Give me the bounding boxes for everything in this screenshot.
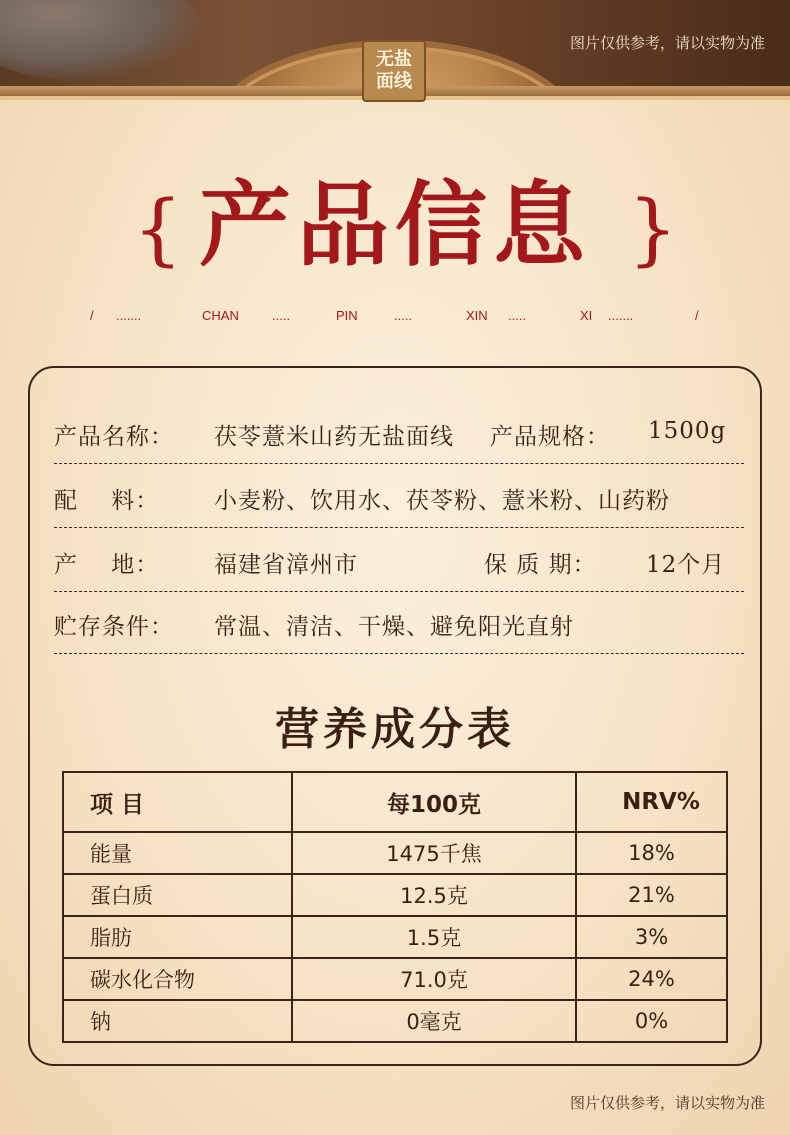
nutrient-nrv: 21% — [576, 874, 727, 916]
pinyin-part: / — [90, 308, 94, 323]
table-row — [63, 874, 727, 916]
badge-line2: 面线 — [376, 71, 412, 92]
right-brace: } — [628, 185, 678, 275]
ingredients-value: 小麦粉、饮用水、茯苓粉、薏米粉、山药粉 — [214, 488, 670, 514]
pinyin-part: PIN — [336, 308, 358, 323]
nutrition-table — [62, 771, 728, 1043]
pinyin-part: ....... — [608, 308, 634, 323]
pinyin-part: ..... — [272, 308, 291, 323]
name-label: 产品名称： — [54, 424, 174, 450]
nutrient-amount: 0毫克 — [292, 1000, 576, 1042]
top-disclaimer: 图片仅供参考，请以实物为准 — [569, 34, 765, 52]
spec-value: 1500g — [648, 418, 727, 444]
pinyin-part: CHAN — [202, 308, 239, 323]
spec-label: 产品规格： — [490, 424, 610, 450]
origin-label: 产 地： — [54, 552, 160, 578]
nutrient-name: 蛋白质 — [63, 874, 292, 916]
nutrient-nrv: 0% — [576, 1000, 727, 1042]
nutrient-amount: 1475千焦 — [292, 832, 576, 874]
table-row — [63, 1000, 727, 1042]
pinyin-part: XIN — [466, 308, 488, 323]
table-header-row — [63, 772, 727, 832]
pinyin-part: ..... — [394, 308, 413, 323]
origin-value: 福建省漳州市 — [214, 552, 358, 578]
left-brace: { — [133, 185, 183, 275]
ingredients-label: 配 料： — [54, 488, 160, 514]
header-per-100g: 每100克 — [292, 772, 576, 832]
nutrient-name: 钠 — [63, 1000, 292, 1042]
info-row-ingredients — [54, 464, 744, 528]
table-row — [63, 832, 727, 874]
cloth-decoration — [0, 0, 200, 80]
info-row-name — [54, 400, 744, 464]
storage-label: 贮存条件： — [54, 614, 174, 640]
bottom-disclaimer: 图片仅供参考，请以实物为准 — [569, 1094, 765, 1112]
name-value: 茯苓薏米山药无盐面线 — [214, 424, 454, 450]
nutrient-amount: 1.5克 — [292, 916, 576, 958]
info-row-origin — [54, 528, 744, 592]
nutrient-amount: 12.5克 — [292, 874, 576, 916]
table-row — [63, 916, 727, 958]
info-row-storage — [54, 590, 744, 654]
pinyin-part: XI — [580, 308, 593, 323]
nutrient-name: 脂肪 — [63, 916, 292, 958]
nutrient-nrv: 24% — [576, 958, 727, 1000]
nutrition-title: 营养成分表 — [275, 704, 515, 755]
shelf-life-value: 12个月 — [646, 552, 726, 578]
pinyin-part: ....... — [116, 308, 142, 323]
nutrient-nrv: 18% — [576, 832, 727, 874]
page-title: 产品信息 — [198, 171, 591, 279]
storage-value: 常温、清洁、干燥、避免阳光直射 — [214, 614, 574, 640]
nutrient-name: 碳水化合物 — [63, 958, 292, 1000]
pinyin-line — [0, 308, 790, 328]
nutrient-amount: 71.0克 — [292, 958, 576, 1000]
nutrient-nrv: 3% — [576, 916, 727, 958]
nutrient-name: 能量 — [63, 832, 292, 874]
badge-line1: 无盐 — [376, 49, 412, 70]
header-item: 项 目 — [63, 772, 292, 832]
header-nrv: NRV% — [576, 772, 727, 832]
product-badge — [362, 40, 426, 102]
pinyin-part: / — [695, 308, 699, 323]
shelf-life-label: 保 质 期： — [484, 552, 597, 578]
pinyin-part: ..... — [508, 308, 527, 323]
table-row — [63, 958, 727, 1000]
